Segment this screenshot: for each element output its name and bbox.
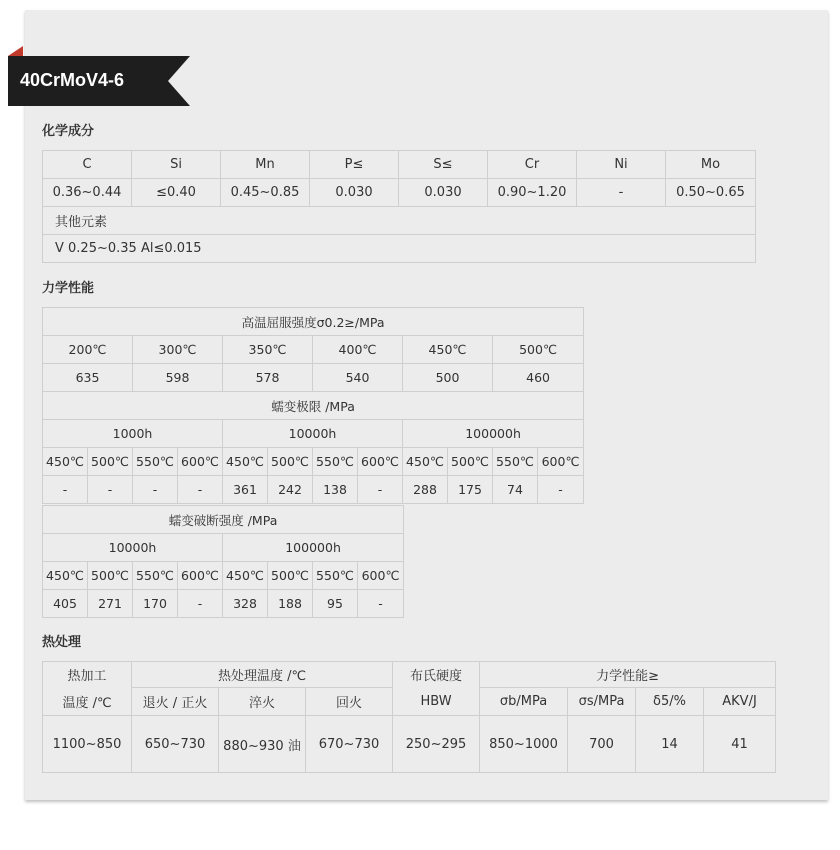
grade-badge	[8, 56, 190, 106]
chem-header: C	[43, 151, 132, 179]
rupture-value-row	[43, 590, 404, 618]
yield-title: 高温屈服强度σ0.2≥/MPa	[43, 308, 584, 336]
creep-temp: 600℃	[538, 448, 584, 476]
rupture-temp: 550℃	[313, 562, 358, 590]
yield-temp: 450℃	[403, 336, 493, 364]
rupture-temp: 500℃	[88, 562, 133, 590]
creep-temp: 450℃	[223, 448, 268, 476]
creep-value: 175	[448, 476, 493, 504]
heat-value: 700	[568, 716, 636, 773]
chemical-heading: 化学成分	[42, 124, 95, 139]
yield-value: 540	[313, 364, 403, 392]
brinell-unit: HBW	[393, 688, 480, 716]
yield-temp: 500℃	[493, 336, 584, 364]
creep-group: 1000h	[43, 420, 223, 448]
akv-label: AKV/J	[704, 688, 776, 716]
chem-other-value-row	[43, 235, 756, 263]
creep-temp: 500℃	[448, 448, 493, 476]
rupture-value: 188	[268, 590, 313, 618]
chem-value: 0.030	[399, 179, 488, 207]
chem-value: 0.36~0.44	[43, 179, 132, 207]
creep-temp: 500℃	[268, 448, 313, 476]
chem-header: S≤	[399, 151, 488, 179]
yield-value: 578	[223, 364, 313, 392]
hot-work-unit: 温度 /℃	[43, 688, 132, 716]
yield-value-row	[43, 364, 584, 392]
hot-work-label: 热加工	[43, 662, 132, 688]
yield-temp: 350℃	[223, 336, 313, 364]
rupture-value: -	[358, 590, 404, 618]
chem-header: P≤	[310, 151, 399, 179]
rupture-temp: 550℃	[133, 562, 178, 590]
treat-temp-label: 热处理温度 /℃	[132, 662, 393, 688]
rupture-temp: 450℃	[223, 562, 268, 590]
chem-header: Ni	[577, 151, 666, 179]
chem-value-row	[43, 179, 756, 207]
badge-corner	[8, 46, 24, 58]
creep-value: 242	[268, 476, 313, 504]
creep-value: -	[358, 476, 403, 504]
yield-temp: 200℃	[43, 336, 133, 364]
ss-label: σs/MPa	[568, 688, 636, 716]
quench-label: 淬火	[219, 688, 306, 716]
creep-temp: 600℃	[178, 448, 223, 476]
chem-other-label-row	[43, 207, 756, 235]
creep-temp: 550℃	[313, 448, 358, 476]
heat-value: 1100~850	[43, 716, 132, 773]
creep-value: -	[43, 476, 88, 504]
mechanical-table	[42, 307, 584, 504]
rupture-table	[42, 505, 404, 618]
creep-value: -	[178, 476, 223, 504]
yield-temp-row	[43, 336, 584, 364]
chem-value: 0.90~1.20	[488, 179, 577, 207]
yield-value: 635	[43, 364, 133, 392]
creep-value: 288	[403, 476, 448, 504]
creep-temp: 500℃	[88, 448, 133, 476]
creep-temp: 550℃	[493, 448, 538, 476]
chem-header-row	[43, 151, 756, 179]
d5-label: δ5/%	[636, 688, 704, 716]
heat-header-row-2	[43, 688, 776, 716]
creep-value: 361	[223, 476, 268, 504]
heat-treatment-table	[42, 661, 776, 773]
yield-temp: 300℃	[133, 336, 223, 364]
heat-value-row	[43, 716, 776, 773]
rupture-group: 10000h	[43, 534, 223, 562]
creep-temp: 450℃	[43, 448, 88, 476]
rupture-value: -	[178, 590, 223, 618]
mech-props-label: 力学性能≥	[480, 662, 776, 688]
chem-value: -	[577, 179, 666, 207]
rupture-value: 271	[88, 590, 133, 618]
creep-temp: 600℃	[358, 448, 403, 476]
creep-value: -	[133, 476, 178, 504]
heat-value: 670~730	[306, 716, 393, 773]
creep-value: -	[538, 476, 584, 504]
creep-value: -	[88, 476, 133, 504]
creep-group: 10000h	[223, 420, 403, 448]
other-elements-label: 其他元素	[43, 207, 756, 235]
chem-value: 0.45~0.85	[221, 179, 310, 207]
brinell-label: 布氏硬度	[393, 662, 480, 688]
yield-value: 460	[493, 364, 584, 392]
rupture-temp: 600℃	[358, 562, 404, 590]
rupture-temp: 600℃	[178, 562, 223, 590]
rupture-temp: 500℃	[268, 562, 313, 590]
rupture-group: 100000h	[223, 534, 404, 562]
rupture-temp-row	[43, 562, 404, 590]
chem-header: Mo	[666, 151, 756, 179]
chemical-table	[42, 150, 756, 263]
rupture-group-row	[43, 534, 404, 562]
yield-value: 598	[133, 364, 223, 392]
creep-value: 74	[493, 476, 538, 504]
creep-temp-row	[43, 448, 584, 476]
rupture-title: 蠕变破断强度 /MPa	[43, 506, 404, 534]
rupture-value: 170	[133, 590, 178, 618]
grade-title: 40CrMoV4-6	[20, 70, 125, 90]
chem-header: Si	[132, 151, 221, 179]
temper-label: 回火	[306, 688, 393, 716]
rupture-value: 405	[43, 590, 88, 618]
chem-value: 0.50~0.65	[666, 179, 756, 207]
rupture-value: 95	[313, 590, 358, 618]
chem-value: 0.030	[310, 179, 399, 207]
heat-value: 14	[636, 716, 704, 773]
heat-value: 250~295	[393, 716, 480, 773]
chem-value: ≤0.40	[132, 179, 221, 207]
heat-value: 41	[704, 716, 776, 773]
other-elements-value: V 0.25~0.35 Al≤0.015	[43, 235, 756, 263]
heat-header-row-1	[43, 662, 776, 688]
rupture-temp: 450℃	[43, 562, 88, 590]
creep-temp: 450℃	[403, 448, 448, 476]
yield-value: 500	[403, 364, 493, 392]
creep-group-row	[43, 420, 584, 448]
heat-value: 650~730	[132, 716, 219, 773]
heat-value: 880~930 油	[219, 716, 306, 773]
chem-header: Mn	[221, 151, 310, 179]
mechanical-heading: 力学性能	[42, 281, 95, 296]
yield-temp: 400℃	[313, 336, 403, 364]
creep-value: 138	[313, 476, 358, 504]
creep-value-row	[43, 476, 584, 504]
heat-heading: 热处理	[42, 635, 82, 650]
creep-temp: 550℃	[133, 448, 178, 476]
creep-group: 100000h	[403, 420, 584, 448]
sb-label: σb/MPa	[480, 688, 568, 716]
heat-value: 850~1000	[480, 716, 568, 773]
chem-header: Cr	[488, 151, 577, 179]
creep-title: 蠕变极限 /MPa	[43, 392, 584, 420]
rupture-value: 328	[223, 590, 268, 618]
anneal-label: 退火 / 正火	[132, 688, 219, 716]
